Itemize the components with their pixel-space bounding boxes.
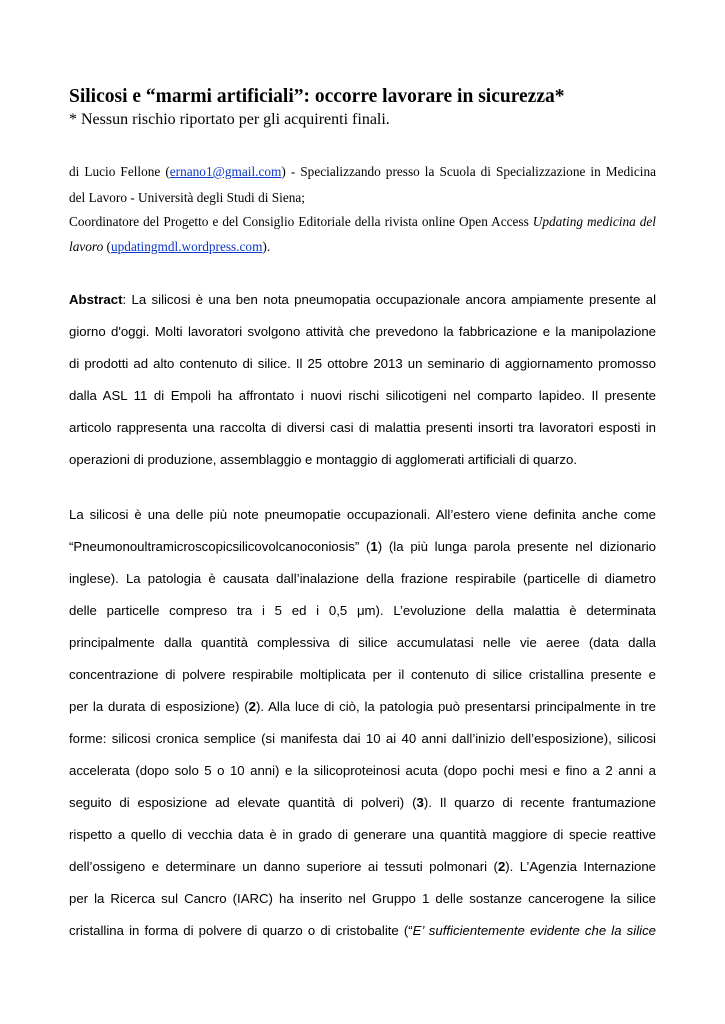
author-line-1 — [69, 164, 656, 180]
paren-open: ( — [103, 239, 111, 254]
body-line: principalmente dalla quantità complessiva di silice accumulatasi nelle vie aeree (data dalla — [69, 635, 656, 650]
abstract-line: di prodotti ad alto contenuto di silice. Il 25 ottobre 2013 un seminario di aggiornamento promosso — [69, 356, 656, 371]
author-line-2: del Lavoro - Università degli Studi di Siena; — [69, 190, 305, 205]
body-text: “Pneumonoultramicroscopicsilicovolcanoconiosis” ( — [69, 539, 371, 554]
abstract-line — [69, 291, 656, 309]
citation-ref: 3 — [416, 795, 424, 810]
coordinator-text: Coordinatore del Progetto e del Consiglio Editoriale della rivista online Open Access — [69, 214, 533, 229]
body-line: accelerata (dopo solo 5 o 10 anni) e la silicoproteinosi acuta (dopo pochi mesi e fino a 2 anni a — [69, 763, 656, 778]
body-text: ). Il quarzo di recente frantumazione — [423, 795, 656, 810]
body-line: forme: silicosi cronica semplice (si manifesta dai 10 ai 40 anni dall’inizio dell’esposizione), silicosi — [69, 731, 656, 746]
body-line: rispetto a quello di vecchia data è in grado di generare una quantità maggiore di specie reattive — [69, 827, 656, 842]
body-line: inglese). La patologia è causata dall’inalazione della frazione respirabile (particelle di diametro — [69, 571, 656, 586]
body-line: delle particelle compreso tra i 5 ed i 0,5 μm). L’evoluzione della malattia è determinata — [69, 603, 656, 618]
body-line — [69, 794, 656, 812]
journal-website-link[interactable]: updatingmdl.wordpress.com — [111, 239, 263, 254]
author-name: di Lucio Fellone ( — [69, 164, 170, 179]
abstract-line: operazioni di produzione, assemblaggio e montaggio di agglomerati artificiali di quarzo. — [69, 452, 578, 467]
body-text: ). Alla luce di ciò, la patologia può presentarsi principalmente in tre — [255, 699, 656, 714]
quoted-text: E’ sufficientemente evidente che la silice — [412, 923, 656, 938]
body-line: La silicosi è una delle più note pneumopatie occupazionali. All’estero viene definita anche come — [69, 507, 656, 522]
citation-ref: 2 — [497, 859, 506, 874]
abstract-line: dalla ASL 11 di Empoli ha affrontato i nuovi rischi silicotigeni nel comparto lapideo. Il presente — [69, 388, 656, 403]
body-line — [69, 538, 656, 556]
author-affiliation: ) - Specializzando presso la Scuola di Specializzazione in Medicina — [281, 164, 656, 179]
citation-ref: 2 — [248, 699, 256, 714]
journal-name-continued: lavoro — [69, 239, 104, 254]
citation-ref: 1 — [370, 539, 378, 554]
body-text: ). L’Agenzia Internazione — [505, 859, 656, 874]
document-title: Silicosi e “marmi artificiali”: occorre lavorare in sicurezza* — [69, 86, 565, 107]
abstract-text: : La silicosi è una ben nota pneumopatia occupazionale ancora ampiamente presente al — [122, 292, 656, 307]
abstract-line: articolo rappresenta una raccolta di diversi casi di malattia presenti insorti tra lavoratori esposti in — [69, 420, 656, 435]
author-email-link[interactable]: ernano1@gmail.com — [169, 164, 282, 179]
author-line-3 — [69, 214, 656, 230]
body-line — [69, 698, 656, 716]
body-text: cristallina in forma di polvere di quarzo o di cristobalite (“ — [69, 923, 413, 938]
body-line: per la Ricerca sul Cancro (IARC) ha inserito nel Gruppo 1 delle sostanze cancerogene la silice — [69, 891, 656, 906]
abstract-line: giorno d'oggi. Molti lavoratori svolgono attività che prevedono la fabbricazione e la manipolazione — [69, 324, 656, 339]
body-text: per la durata di esposizione) ( — [69, 699, 249, 714]
paren-close: ). — [262, 239, 271, 254]
body-text: dell’ossigeno e determinare un danno superiore ai tessuti polmonari ( — [69, 859, 498, 874]
abstract-label: Abstract — [69, 292, 123, 307]
author-line-4 — [69, 239, 270, 255]
body-line: concentrazione di polvere respirabile moltiplicata per il contenuto di silice cristallina presente e — [69, 667, 656, 682]
body-line — [69, 922, 656, 940]
journal-name: Updating medicina del — [532, 214, 656, 229]
body-text: ) (la più lunga parola presente nel dizionario — [377, 539, 656, 554]
body-line — [69, 858, 656, 876]
body-text: seguito di esposizione ad elevate quantità di polveri) ( — [69, 795, 417, 810]
document-subtitle: * Nessun rischio riportato per gli acquirenti finali. — [69, 111, 390, 128]
